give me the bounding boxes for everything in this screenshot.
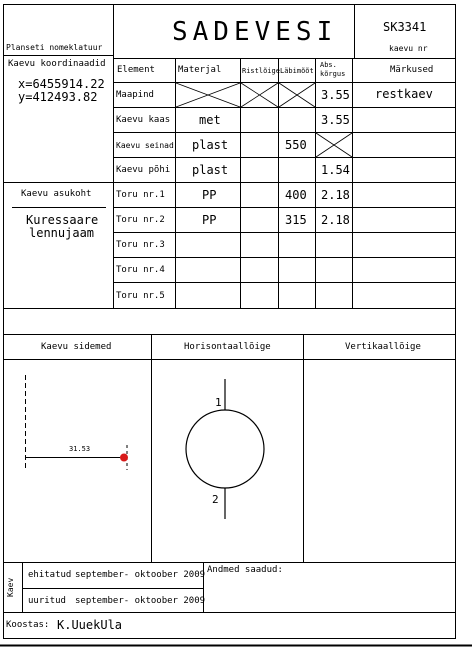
row-height: 1.54 bbox=[321, 163, 350, 177]
row-diameter: 550 bbox=[285, 138, 307, 152]
row-element: Toru nr.2 bbox=[116, 215, 165, 225]
row-material: PP bbox=[202, 213, 217, 227]
header-notes: Märkused bbox=[390, 65, 434, 75]
author-value: K.UuekUla bbox=[57, 618, 123, 632]
row-material: plast bbox=[192, 138, 229, 152]
pipe-label-2: 2 bbox=[212, 493, 219, 506]
header-element: Element bbox=[117, 65, 155, 75]
manhole-id: SK3341 bbox=[383, 20, 427, 34]
pipe-label-1: 1 bbox=[215, 396, 222, 409]
location-line1: Kuressaare bbox=[26, 213, 99, 227]
header-cross-section: Ristlõige bbox=[242, 67, 280, 75]
header-material: Materjal bbox=[178, 65, 222, 75]
row-element: Toru nr.5 bbox=[116, 291, 165, 301]
surveyed-value: september- oktoober 2009 bbox=[75, 596, 206, 606]
built-value: september- oktoober 2009 bbox=[75, 570, 206, 580]
row-notes: restkaev bbox=[375, 87, 433, 101]
row-diameter: 400 bbox=[285, 188, 307, 202]
row-element: Toru nr.1 bbox=[116, 190, 165, 200]
coordinates-label: Kaevu koordinaadid bbox=[8, 59, 106, 69]
form-title: SADEVESI bbox=[172, 17, 338, 47]
nomenclature-label: Planseti nomeklatuur bbox=[6, 43, 103, 52]
row-height: 3.55 bbox=[321, 113, 350, 127]
horizontal-section-sketch bbox=[186, 379, 264, 519]
header-abs-height: Abs. bbox=[320, 61, 337, 69]
row-element: Kaevu põhi bbox=[116, 165, 171, 175]
header-abs-height-2: kõrgus bbox=[320, 70, 346, 78]
row-height: 3.55 bbox=[321, 88, 350, 102]
row-height: 2.18 bbox=[321, 188, 350, 202]
manhole-id-label: kaevu nr bbox=[389, 44, 428, 53]
row-material: met bbox=[199, 113, 221, 127]
row-height: 2.18 bbox=[321, 213, 350, 227]
section-vertical: Vertikaallõige bbox=[345, 342, 421, 352]
row-element: Toru nr.4 bbox=[116, 265, 165, 275]
built-label: ehitatud bbox=[28, 570, 72, 580]
header-diameter: Läbimõõt bbox=[280, 67, 314, 75]
row-diameter: 315 bbox=[285, 213, 307, 227]
row-material: plast bbox=[192, 163, 229, 177]
location-line2: lennujaam bbox=[29, 226, 95, 240]
data-source-label: Andmed saadud: bbox=[207, 565, 283, 575]
ties-sketch bbox=[26, 375, 128, 470]
footer-side-label: Kaev bbox=[6, 577, 15, 597]
section-horizontal: Horisontaallõige bbox=[184, 342, 271, 352]
row-element: Kaevu seinad bbox=[116, 141, 174, 150]
section-ties: Kaevu sidemed bbox=[41, 342, 112, 352]
author-label: Koostas: bbox=[6, 620, 50, 630]
coordinate-y: y=412493.82 bbox=[18, 90, 98, 104]
coordinate-x: x=6455914.22 bbox=[18, 77, 105, 91]
row-element: Toru nr.3 bbox=[116, 240, 165, 250]
location-label: Kaevu asukoht bbox=[21, 189, 92, 199]
surveyed-label: uuritud bbox=[28, 596, 66, 606]
row-element: Kaevu kaas bbox=[116, 115, 171, 125]
tie-distance: 31.53 bbox=[69, 445, 91, 453]
row-material: PP bbox=[202, 188, 217, 202]
row-element: Maapind bbox=[116, 90, 154, 100]
